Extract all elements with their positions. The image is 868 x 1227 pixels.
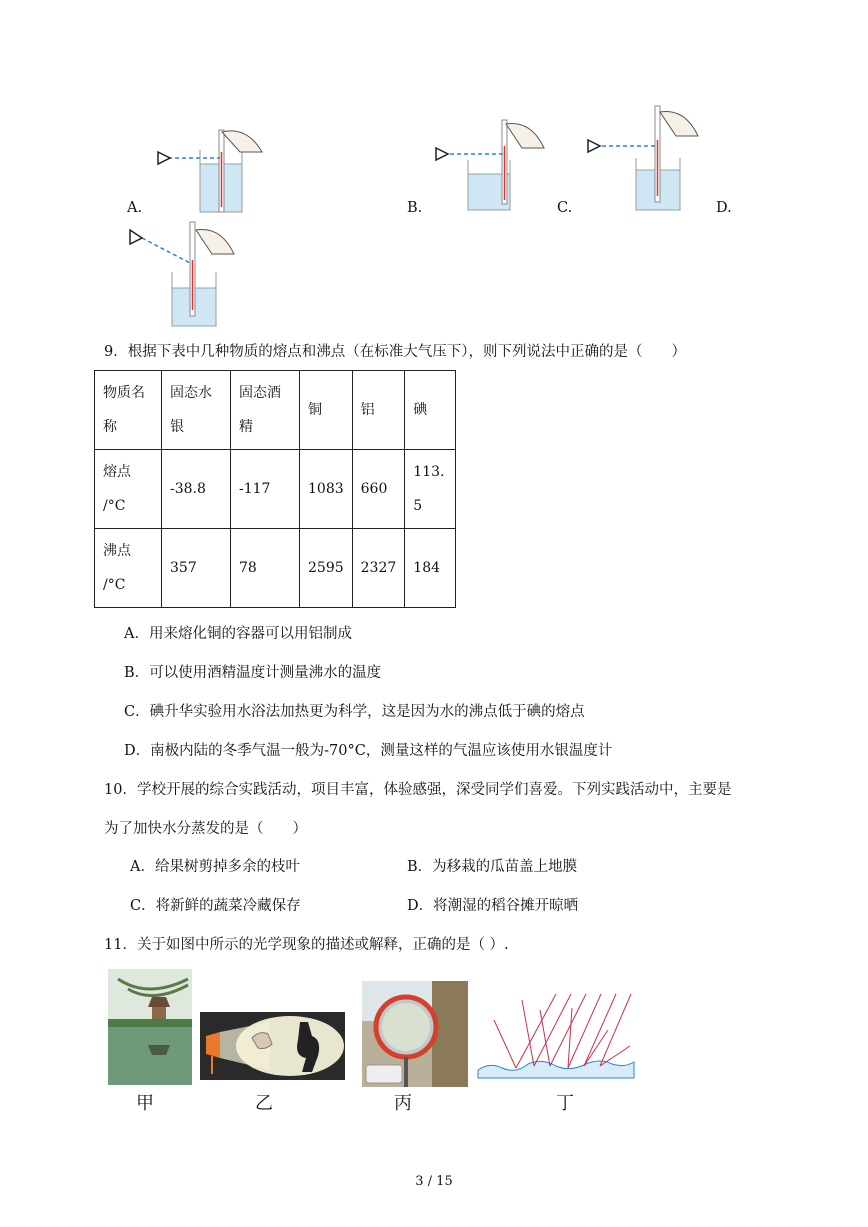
- table-cell: 固态酒 精: [231, 371, 300, 450]
- q10-option-a: A．给果树剪掉多余的枝叶: [130, 859, 300, 875]
- caption-bing: 丙: [394, 1093, 412, 1114]
- q8-option-a: A.: [127, 200, 143, 216]
- thermometer-figure-c: [584, 100, 704, 216]
- q9-option-d: D．南极内陆的冬季气温一般为-70°C，测量这样的气温应该使用水银温度计: [124, 743, 613, 759]
- thermometer-figure-a: [150, 122, 270, 217]
- table-cell: -38.8: [162, 450, 231, 529]
- table-cell: 物质名 称: [95, 371, 162, 450]
- q10-option-c: C．将新鲜的蔬菜冷藏保存: [130, 898, 301, 914]
- table-cell: 碘: [405, 371, 456, 450]
- table-cell: 沸点 /°C: [95, 529, 162, 608]
- caption-yi: 乙: [255, 1093, 273, 1114]
- table-cell: 113. 5: [405, 450, 456, 529]
- table-cell: 铝: [352, 371, 405, 450]
- table-row: [95, 529, 456, 608]
- q9-option-a: A．用来熔化铜的容器可以用铝制成: [124, 626, 352, 642]
- pavilion-reflection-image: [108, 969, 192, 1085]
- table-cell: 1083: [300, 450, 353, 529]
- q11-stem: 11．关于如图中所示的光学现象的描述或解释，正确的是（ ）.: [104, 937, 509, 953]
- q9-stem: 9．根据下表中几种物质的熔点和沸点（在标准大气压下），则下列说法中正确的是（ ）: [104, 344, 686, 360]
- table-cell: 铜: [300, 371, 353, 450]
- table-cell: 2327: [352, 529, 405, 608]
- table-row: [95, 450, 456, 529]
- caption-ding: 丁: [556, 1093, 574, 1114]
- table-header-row: [95, 371, 456, 450]
- table-cell: -117: [231, 450, 300, 529]
- q10-option-b: B．为移栽的瓜苗盖上地膜: [407, 859, 578, 875]
- table-cell: 184: [405, 529, 456, 608]
- q8-option-d: D.: [716, 200, 732, 216]
- thermometer-figure-b: [432, 116, 552, 216]
- q9-option-c: C．碘升华实验用水浴法加热更为科学，这是因为水的沸点低于碘的熔点: [124, 704, 585, 720]
- q10-stem-line2: 为了加快水分蒸发的是（ ）: [104, 821, 307, 837]
- q8-option-c: C.: [557, 200, 573, 216]
- shadow-puppet-image: [200, 1012, 345, 1080]
- q8-option-b: B.: [407, 200, 423, 216]
- melting-boiling-table: [94, 370, 456, 608]
- table-cell: 熔点 /°C: [95, 450, 162, 529]
- diffuse-reflection-diagram: [476, 990, 636, 1080]
- table-cell: 2595: [300, 529, 353, 608]
- table-cell: 357: [162, 529, 231, 608]
- table-cell: 固态水 银: [162, 371, 231, 450]
- thermometer-figure-d: [124, 220, 244, 330]
- q9-option-b: B．可以使用酒精温度计测量沸水的温度: [124, 665, 382, 681]
- table-cell: 78: [231, 529, 300, 608]
- table-cell: 660: [352, 450, 405, 529]
- q10-stem-line1: 10．学校开展的综合实践活动，项目丰富，体验感强，深受同学们喜爱。下列实践活动中，主要是: [104, 782, 732, 798]
- page-number: 3 / 15: [415, 1174, 453, 1189]
- caption-jia: 甲: [136, 1093, 154, 1114]
- q10-option-d: D．将潮湿的稻谷摊开晾晒: [407, 898, 579, 914]
- convex-mirror-image: [362, 981, 468, 1087]
